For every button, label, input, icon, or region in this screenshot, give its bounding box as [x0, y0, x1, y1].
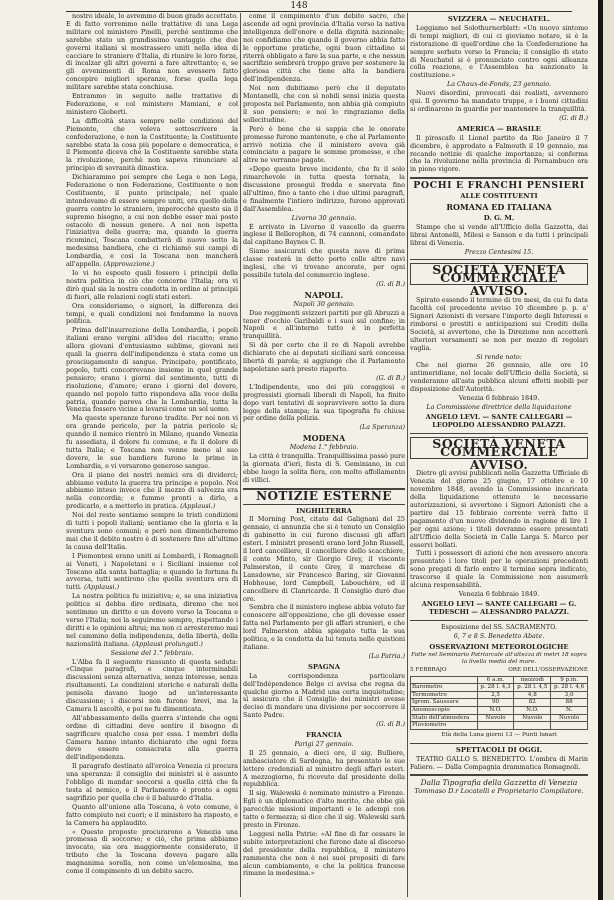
- observations-hours-title: ORE DELL'OSSERVAZIONE: [508, 667, 588, 674]
- sacrament-line: 6, 7 e 8 S. Benedetto Abate.: [453, 631, 545, 640]
- session-dateline: Sessione del 1.° febbraio.: [110, 648, 194, 657]
- spectacles-title: SPETTACOLI DI OGGI.: [455, 745, 543, 754]
- cell: 2,5: [477, 691, 514, 699]
- article-paragraph: Il sig. Walewski è nominato ministro a Firenze. Egli è un diplomatico d'alto merito, che ebbe già parecchie missioni importanti e le adempì con tatto e fermezza; si dice che il sig. Walewski sarà presto in Firenze.: [243, 789, 405, 829]
- article-paragraph: Sembra che il ministero inglese abbia voluto far conoscere all'opposizione, che gli dovesse esser fatta nel Parlamento per gli affari stranieri, e che lord Palmerston abbia spiegato tutta la sua politica, e la condotta da lui tenuta nelle quistioni italiane.: [243, 603, 405, 651]
- section-heading-svizzera: SVIZZERA — NEUCHATEL.: [447, 15, 551, 23]
- dateline-livorno: Livorno 30 gennaio.: [291, 213, 357, 222]
- article-paragraph: «Dopo questo breve incidente, che fu il solo rimarchevole in tutta questa tornata, la discussione proseguì fredda e snervata fino all'ultimo, fino a tanto che i due ultimi paragrafi, e finalmente l'intiero indirizzo, furono approvati dall'Assemblea.: [243, 165, 405, 213]
- notice-paragraph: Spirato essendo il termine di tre mesi, da cui fu data facoltà col precedente avviso 10 dicembre p. p. a' Signori Azionisti di versare l'importo degli Interessi e rimborsi e prestiti e anticipazioni sui Crediti della Società, si avvertono, che la Direzione non accetterà ulteriori versamenti se non per mezzo di regolari vaglia.: [410, 296, 588, 352]
- article-paragraph: L'Indipendente, uno dei più coraggiosi e progressisti giornali liberali di Napoli, ha finito dopo vari tentativi di sopravvivere sotto la dura legge della stampa; la sua tipografia fu chiusa per ordine della polizia.: [243, 382, 405, 423]
- notice-signatories: ANGELO LEVI — SANTE CALLEGARI — G. TEDESCHI — ALESSANDRO PALAZZI.: [421, 599, 577, 616]
- source-credit: (G. di B.): [559, 113, 588, 122]
- article-paragraph: La difficoltà stava sempre nelle condizioni del Piemonte, che voleva sottoscrivere la confederazione, e non la Costituente; la Costituente sarebbe stata la cosa più popolare e democratica, e il Piemonte diceva che la Costituente sarebbe stata la rivoluzione, perchè non sapeva rinunciare al principio di sovranità dinastica.: [66, 116, 238, 173]
- cell: Nuvolo: [514, 714, 551, 722]
- cell: N.O.: [514, 707, 551, 715]
- divider: [410, 259, 588, 260]
- notice-subheading: Si rende noto:: [476, 352, 522, 361]
- section-heading-napoli: NAPOLI.: [304, 289, 344, 300]
- observations-subtitle: Fatte nel Seminario Patriarcale all'altezza di metri 18 sopra la livella media del mare.: [411, 652, 587, 666]
- notice-title: SOCIETÀ VENETA COMMERCIALE: [410, 263, 588, 285]
- article-paragraph: Però è bene che si sappia che le onorate promesse furono mantenute, e che al Parlamento arrivò notizia che il ministero aveva già cominciato a pagare le somme promesse, e che altre ne verranno pagate.: [243, 124, 405, 165]
- article-paragraph: Noi del resto sentiamo sempre le tristi condizioni di tutti i popoli italiani; sentiamo che la gloria e la sventura sono comuni; e però non dimenticheremo mai che il debito nostro è di sostenere fino all'ultimo la causa dell'Italia.: [66, 511, 238, 551]
- column-header: 9 p.m.: [551, 676, 588, 684]
- paragraph-text: La nostra politica fu iniziativa; e, se una iniziativa politica si debba dire ordinata, diremo che noi sentimmo un diritto e un dovere verso la Toscana e verso l'Italia; noi la seguiremo sempre, rispettando i diritti e le opinioni altrui; ma non ci arresteremo mai nel cammino della indipendenza, della libertà, della nazionalità italiana.: [66, 592, 238, 648]
- divider: [410, 177, 588, 179]
- notice-paragraph: Tutti i possessori di azioni che non avessero ancora presentato i loro titoli per le operazioni precedenti sono pregati di farlo entro il termine sopra indicato, trascorso il quale la Commissione non assumerà alcuna responsabilità.: [410, 549, 588, 590]
- cell: 90: [477, 699, 514, 707]
- cell: p. 28 l. 4,5: [514, 684, 551, 692]
- dateline-chaux-de-fonds: La Chaux-de-Fonds, 23 gennaio.: [446, 80, 552, 89]
- observations-header-line: [410, 667, 588, 674]
- cell: p. 28 l. 4,6: [551, 684, 588, 692]
- article-paragraph: Noi non dubitiamo però che il deputato Montanelli, che con sì nobili sensi inizia questa proposta nel Parlamento, non abbia già compiuto il suo pensiero; e noi lo ringraziamo della sollecitudine.: [243, 84, 405, 124]
- article-paragraph: La corrispondenza particolare dell'Indépendence Belge ci avvisa che regna da qualche giorno a Madrid una certa inquietudine; si assicura che il Consiglio dei ministri avesse deciso di mandare una divisione per soccorrere il Santo Padre.: [243, 671, 405, 720]
- cell: p. 28 l. 4,3: [477, 684, 514, 692]
- section-heading-francia: FRANCIA: [306, 731, 342, 740]
- column-1: [66, 13, 238, 897]
- paragraph-text: I Piemontesi erano uniti ai Lombardi, i Romagnoli ai Veneti, i Napoletani e i Siciliani insieme col Toscano alla santa battaglia; e quando la fortuna fu avversa, tutti sentirono che quella sventura era di tutti.: [66, 551, 238, 592]
- sacrament-title: Esposizione del SS. SACRAMENTO.: [440, 622, 558, 631]
- row-label: Termometro: [411, 691, 478, 699]
- printer-imprint: Dalla Tipografia della Gazzetta di Venezia: [420, 778, 578, 788]
- article-paragraph: Siamo assicurati che questa nave di prima classe resterà in detto porto colle altre navi inglesi, che vi trovano ancorate, per ogni possibile tutela del commercio inglese.: [243, 247, 405, 279]
- article-paragraph: Ora consideriamo, o signori, la differenza dei tempi, e quali condizioni noi fondammo la nuova politica.: [66, 301, 238, 326]
- table-row: [411, 684, 588, 692]
- row-label: Anemoscopio: [411, 707, 478, 715]
- notice-date: Venezia 6 febbraio 1849.: [458, 394, 540, 403]
- page-number: 148: [290, 1, 308, 11]
- article-paragraph: Leggesi nella Patrie: «Al fine di far cessare le subite interpretazioni che furono date al discorso del presidente della repubblica, il ministero rammenta che non è nei suoi propositi di fare alcun cambiamento, e che la politica francese rimane la medesima.»: [243, 829, 405, 878]
- notice-avviso: AVVISO.: [469, 284, 529, 299]
- moon-line: Età della Luna giorni 13 — Punti lunari: [441, 731, 557, 738]
- advert-title: POCHI E FRANCHI PENSIERI: [413, 180, 585, 192]
- header-rule: [66, 11, 572, 12]
- notice-role: La Commissione direttrice della liquidazione: [426, 402, 572, 411]
- table-row: [411, 691, 588, 699]
- section-heading-spagna: SPAGNA: [307, 662, 341, 671]
- applause-note: (Applausi.): [180, 502, 216, 511]
- article-paragraph: All'abbassamento della guerra s'intende che ogni ordine di cittadini deve sentire il bisogno di sagrificare qualche cosa per essa. I membri della Camera hanno intanto dichiarato che ogni forza deve essere consacrata alla guerra dell'indipendenza.: [66, 713, 238, 762]
- cell: [551, 722, 588, 730]
- article-paragraph: come il compimento d'un debito sacro, che ascende ad ogni provincia d'Italia verso la nativa intelligenza dell'onore e della dignità nazionale; noi confidiamo che quando il governo abbia fatto le opportune pratiche, ogni buon cittadino si riterrà obbligato a fare la sua parte, e che nessun sacrifizio sembrerà troppo grave per sostenere la gloriosa città che tiene alta la bandiera dell'indipendenza.: [243, 13, 405, 84]
- dateline-parigi: Parigi 27 gennaio.: [294, 739, 354, 748]
- dateline-napoli: Napoli 30 gennaio.: [293, 299, 355, 308]
- section-heading-america: AMERICA — BRASILE: [457, 124, 541, 133]
- article-paragraph: « Queste proposte procurarono a Venezia una promessa di soccorso; e ciò, che prima abbiamo invocato, sia ora maggiormente considerato, il tributo che la Toscana doveva pagare alla magnanima sorella, non come un'elemosina, ma come il compimento di un debito sacro.: [66, 827, 238, 876]
- row-label: Stato dell'atmosfera: [411, 714, 478, 722]
- cell: 82: [514, 699, 551, 707]
- table-row: [411, 707, 588, 715]
- section-heading-inghilterra: INGHILTERRA: [296, 506, 352, 515]
- cell: 4,8: [514, 691, 551, 699]
- notice-signatories: ANGELO LEVI. — SANTE CALLEGARI — LEOPOLDO ALESSANDRO PALAZZI.: [425, 412, 573, 429]
- cell: N.: [551, 707, 588, 715]
- row-label: Igrom. Saussure: [411, 699, 478, 707]
- article-paragraph: Prima dell'insurrezione della Lombardia, i popoli italiani erano vergini all'idea del riscatto; erano allora giovani d'entusiasmo sublime, giovani nei quali la guerra dell'indipendenza è stata come un prosciugamento di sangue. Principato, pontificato, popolo, tutti concorrevano insieme in quel grande pensiero; erano i giorni del sentimento, tutti di risoluzione, d'amore; erano i giorni del dovere, quando nel popolo tutto rispondeva alla voce della patria, quando pareva che la Lombardia, tutta la Venezia fossero vicine a levarsi come un sol uomo.: [66, 326, 238, 414]
- weather-table: [410, 676, 588, 730]
- column-divider: [407, 13, 408, 897]
- article-paragraph: nostro ideale, lo avremmo di buon grado accettato. E di fatto vorremmo nelle trattative di una Lega militare col ministero Pinelli, perchè sentimmo che sarebbe stato un grandissimo vantaggio che due governi italiani si mostrassero uniti nella idea di cacciare lo straniero d'Italia, di riunire le loro forze, di incalzar gli altri governi a fare altrettanto; e, se gli avvenimenti di Roma non avessero fatto concepire migliori speranze, forse quella lega militare sarebbe stata conchiusa.: [66, 13, 238, 92]
- notice-date: Venezia 6 febbraio 1849.: [458, 590, 540, 598]
- article-paragraph: [66, 472, 238, 512]
- notice-avviso: AVVISO.: [469, 457, 529, 472]
- article-paragraph: Si dà per certo che il re di Napoli avrebbe dichiarato che ai deputati siciliani sarà concessa libertà di parola; si aggiunge che il Parlamento napoletano sarà presto riaperto.: [243, 341, 405, 373]
- article-paragraph: Il piroscafo il Lionel partito da Rio Janeiro il 7 dicembre, è approdato a Falmouth il 19 gennaio, ma recando notizie di qualche importanza; si conferma che la rivoluzione nella provincia di Pernambuco era in pieno vigore.: [410, 133, 588, 174]
- cell: 3,0: [551, 691, 588, 699]
- article-paragraph: Leggiamo nel Solothurnerblatt: «Un nuovo sintomo di tempi migliori, di cui ci gioviamo notare, si è la ristorazione di quell'ordine che la Confederazione ha sempre serbato verso la Francia; il consiglio di stato di Neuchatel si è pronunciato contro ogni alleanza colla reazione, e l'Assemblea ha sanzionato la costituzione.»: [410, 23, 588, 80]
- article-paragraph: Il Morning Post, citato dal Galignani del 25 gennaio, ci annunzia che si è tenuto un Consiglio di gabinetto in cui furono discussi gli affari esteri. I ministri presenti erano lord John Russell, il lord cancelliere, il cancelliere dello scacchiere, il conte Minto, sir Giorgio Grey, il visconte Palmerston, il conte Grey, il marchese di Lansdowne, sir Francesco Baring, sir Giovanni Hobhouse, lord Campbell, Labouchère, ed il cancelliere di Clanricarde. Il Consiglio durò due ore.: [243, 515, 405, 603]
- source-credit: (G. di B.): [376, 279, 405, 288]
- article-paragraph: Il 25 gennaio, a dieci ore, il sig. Bulliere, ambasciatore di Sardegna, ha presentato le sue lettere credenziali al ministro degli affari esteri. A mezzogiorno, fu ricevuto dal presidente della repubblica.: [243, 748, 405, 789]
- next-page-sliver: [603, 0, 614, 900]
- observations-title: OSSERVAZIONI METEOROLOGICHE: [429, 642, 569, 651]
- article-paragraph: La città è tranquilla. Tranquillissima passò pure la giornata d'ieri, festa di S. Geminiano, in cui ebbe luogo la solita fiera, con molto affollamento di villici.: [243, 452, 405, 484]
- divider: [410, 620, 588, 621]
- section-heading-modena: MODENA: [302, 433, 346, 444]
- divider: [243, 504, 405, 505]
- notice-title: SOCIETÀ VENETA COMMERCIALE: [410, 437, 588, 459]
- article-paragraph: È arrivato in Livorno il vascello da guerra inglese il Bellerophon, di 74 cannoni, comandato dal capitano Baynes C. B.: [243, 222, 405, 247]
- article-paragraph: Nuovi disordini, provocati dai realisti, avvennero qui. Il governo ha mandato truppe, e i buoni cittadini si ordinarono in guardie per mantenere la tranquillità.: [410, 89, 588, 113]
- column-header: [411, 676, 478, 684]
- cell: N.O.: [477, 707, 514, 715]
- article-paragraph: L'Alba fa il seguente riassunto di questa seduta: «Cinque paragrafi, e cinque interminabili discussioni senza alternativa, senza interesse, senza risultamenti. Le condizioni storiche e naturali della penisola davano luogo ad un'interessante discussione; i discorsi non furono brevi, ma la Camera li ascoltò, e poi ne fu dimenticata.: [66, 657, 238, 713]
- applause-note: (Approvazione.): [103, 260, 155, 269]
- source-credit: (La Speranza): [359, 423, 405, 432]
- table-row: [411, 714, 588, 722]
- article-paragraph: Entrammo in seguito nelle trattative di Federazione, e col ministero Mamiani, e col ministero Gioberti.: [66, 92, 238, 116]
- column-header: mezzodì: [514, 676, 551, 684]
- advert-author: D. G. M.: [483, 213, 515, 222]
- printer-proprietor: Tommaso D.r Locatelli e Proprietario Compilatore.: [414, 787, 584, 796]
- cell: [477, 722, 514, 730]
- column-divider: [240, 13, 241, 897]
- table-row: [411, 722, 588, 730]
- table-header-row: [411, 676, 588, 684]
- notizie-esterne-title: NOTIZIE ESTERNE: [256, 488, 392, 503]
- notice-paragraph: Che nel giorno 26 gennaio, alle ore 10 antimeridiane, nel locale dell'Ufficio della Società, si venderanno all'asta pubblica alcuni effetti mobili per disposizione dell'Autorità.: [410, 361, 588, 394]
- column-2: [243, 13, 405, 897]
- notice-paragraph: Dietro gli avvisi pubblicati nella Gazzetta Ufficiale di Venezia del giorno 25 giugno, 17 ottobre e 10 novembre 1848, avendo la Commissione incaricata della liquidazione ottenuto le necessarie autorizzazioni, si avvertono i Signori Azionisti che a partire dal 15 febbraio corrente verrà fatto il pagamento d'un nuovo dividendo in ragione di lire 1 per ogni azione; i titoli dovranno essere presentati all'Ufficio della Società in Calle Larga S. Marco per esservi bollati.: [410, 469, 588, 549]
- advert-price: Prezzo Centesimi 15.: [464, 247, 534, 256]
- article-paragraph: [66, 593, 238, 648]
- article-paragraph: Ma queste speranze furono tradite. Per noi non vi era grande pericolo, per la patria pericolo sì; quando il nemico rientrò in Milano, quando Venezia fu assediata, il dolore fu comune, e fu il dolore di tutta Italia; e Toscana non venne meno al suo dovere, le sue bandiere furono le prime in Lombardia, e vi versarono generoso sangue.: [66, 414, 238, 470]
- source-credit: (G. di B.): [376, 373, 405, 382]
- divider: [410, 743, 588, 744]
- advert-subtitle: ALLE COSTITUENTI: [460, 192, 538, 201]
- observations-date: 5 FEBBRAJO: [410, 667, 447, 674]
- divider: [410, 433, 588, 434]
- paragraph-text: Ora il piano dei nostri nemici era di dividerci; abbiamo veduto la guerra tra principe e popolo. Noi abbiamo inteso invece che il mezzo di salvezza era nella concordia; e fummo pronti a dirlo, a predicarlo, e a metterlo in pratica.: [66, 470, 238, 511]
- dateline-modena: Modena 1.° febbraio.: [289, 443, 359, 452]
- article-paragraph: Io vi ho esposto quali fossero i principii della nostra politica in ciò che concerne l'Italia; ora vi dirò qual sia la nostra condotta in ordine ai principii di fuori, alle relazioni cogli stati esteri.: [66, 269, 238, 301]
- table-row: [411, 699, 588, 707]
- article-paragraph: Il paragrafo destinato all'eroica Venezia ci procura una speranza: il consiglio dei ministri si è assunto l'obbligo di mandar soccorsi a quella città che fa testa al nemico, e il Parlamento è pronto a ogni sagrifizio per quella che è il baluardo d'Italia.: [66, 762, 238, 802]
- source-credit: (G. di B.): [376, 720, 405, 729]
- article-paragraph: Due reggimenti svizzeri partiti per gli Abruzzi a tener d'occhio Garibaldi e i suoi sul confine; in Napoli e all'interno tutto è in perfetta tranquillità.: [243, 308, 405, 341]
- cell: [514, 722, 551, 730]
- row-label: Pluviometro: [411, 722, 478, 730]
- source-credit: (La Patria.): [368, 651, 405, 660]
- cell: Nuvolo: [477, 714, 514, 722]
- article-paragraph: [66, 553, 238, 593]
- applause-note: (Applausi.): [83, 583, 120, 592]
- divider: [410, 774, 588, 776]
- cell: 88: [551, 699, 588, 707]
- spectacles-line: TEATRO GALLO S. BENEDETTO. L'ombra di Marin Faliero. — Dalla Compagnia drammatica Romagnoli.: [410, 754, 588, 771]
- paragraph-text: Dichiarammo poi sempre che Lega e non Lega, Federazione o non Federazione, Costituente o non Costituente, il punto principale, nel quale intendevamo di essere sempre uniti, era quello della guerra contro lo straniero, imperocchè questo sia il supremo bisogno, a cui non debbe esser mai posto ostacolo di nessun genere. A noi non ispetta l'iniziativa della guerra; ma, quando la guerra ricominci, Toscana combatterà di nuovo sotto la medesima bandiera, che ci richiamò sui campi di Lombardia, e così la Toscana non mancherà all'appello.: [66, 173, 238, 269]
- row-label: Barometro: [411, 684, 478, 692]
- advert-text: Stampe che si vende all'Ufficio della Gazzetta, dai librai Antonelli, Milesi e Sanson e da tutti i principali librai di Venezia.: [410, 222, 588, 247]
- applause-note: (Applausi prolungati.): [131, 639, 203, 648]
- article-paragraph: [66, 174, 238, 269]
- advert-subtitle: ROMANA ED ITALIANA: [446, 202, 552, 213]
- article-paragraph: Quanto all'unione alla Toscana, è voto comune, è fatto compiuto nei cuori; e il ministero ha risposto, e la Camera ha applaudito.: [66, 802, 238, 827]
- column-header: 6 a.m.: [477, 676, 514, 684]
- cell: Nuvolo: [551, 714, 588, 722]
- column-3: [410, 13, 588, 897]
